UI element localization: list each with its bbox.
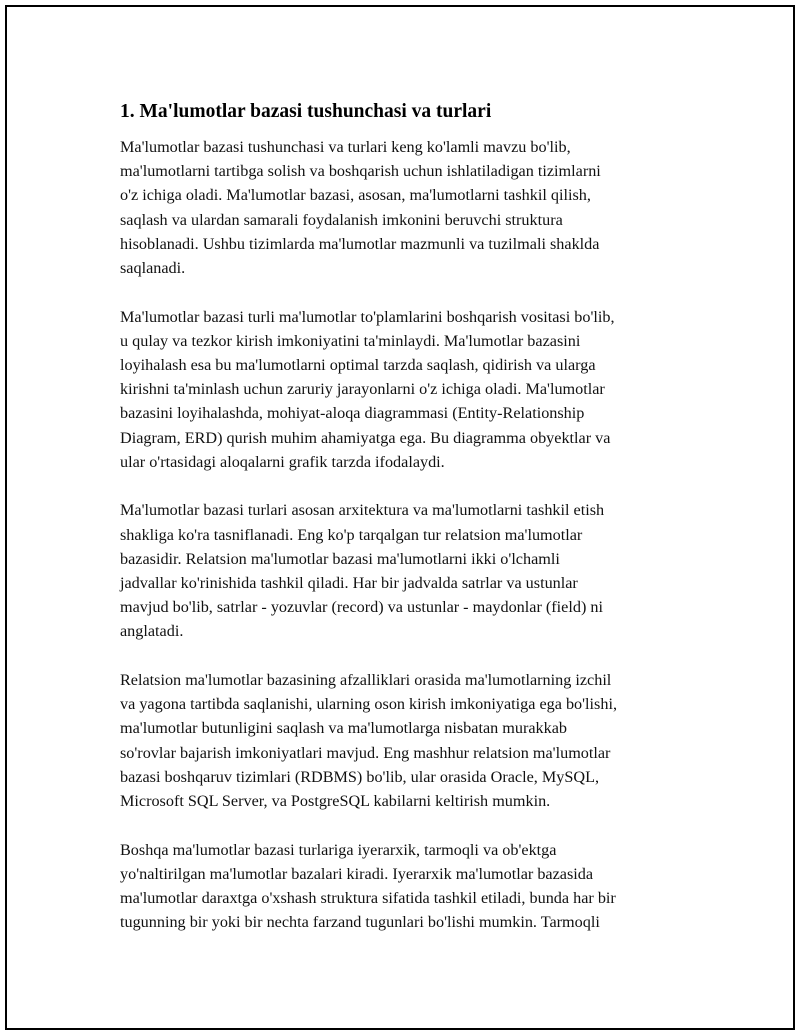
document-page — [5, 5, 795, 1030]
text-line: Diagram, ERD) qurish muhim ahamiyatga ega. Bu diagramma obyektlar va — [120, 428, 611, 447]
text-line: saqlanadi. — [120, 259, 186, 278]
text-line: hisoblanadi. Ushbu tizimlarda ma'lumotlar mazmunli va tuzilmali shaklda — [120, 234, 600, 253]
text-line: yo'naltirilgan ma'lumotlar bazalari kiradi. Iyerarxik ma'lumotlar bazasida — [120, 864, 594, 883]
text-line: u qulay va tezkor kirish imkoniyatini ta'minlaydi. Ma'lumotlar bazasini — [120, 331, 581, 350]
paragraph-4 — [120, 668, 710, 813]
text-line: anglatadi. — [120, 622, 184, 641]
document-body — [120, 98, 710, 959]
text-line: Boshqa ma'lumotlar bazasi turlariga iyerarxik, tarmoqli va ob'ektga — [120, 840, 557, 859]
text-line: loyihalash esa bu ma'lumotlarni optimal tarzda saqlash, qidirish va ularga — [120, 356, 596, 375]
paragraph-5 — [120, 838, 710, 935]
text-line: Ma'lumotlar bazasi tushunchasi va turlari keng ko'lamli mavzu bo'lib, — [120, 138, 571, 156]
paragraph-2 — [120, 305, 710, 474]
text-line: bazasidir. Relatsion ma'lumotlar bazasi ma'lumotlarni ikki o'lchamli — [120, 549, 560, 568]
text-line: kirishni ta'minlash uchun zaruriy jarayonlarni o'z ichiga oladi. Ma'lumotlar — [120, 380, 605, 399]
text-line: bazasini loyihalashda, mohiyat-aloqa diagrammasi (Entity-Relationship — [120, 404, 585, 423]
text-line: Ma'lumotlar bazasi turli ma'lumotlar to'plamlarini boshqarish vositasi bo'lib, — [120, 307, 615, 326]
text-line: ular o'rtasidagi aloqalarni grafik tarzda ifodalaydi. — [120, 452, 445, 471]
text-line: tugunning bir yoki bir nechta farzand tugunlari bo'lishi mumkin. Tarmoqli — [120, 913, 600, 932]
text-line: bazasi boshqaruv tizimlari (RDBMS) bo'lib, ular orasida Oracle, MySQL, — [120, 767, 600, 786]
paragraph-3 — [120, 498, 710, 643]
text-line: ma'lumotlar daraxtga o'xshash struktura sifatida tashkil etiladi, bunda har bir — [120, 889, 616, 908]
text-line: va yagona tartibda saqlanishi, ularning oson kirish imkoniyatiga ega bo'lishi, — [120, 695, 617, 714]
text-line: o'z ichiga oladi. Ma'lumotlar bazasi, asosan, ma'lumotlarni tashkil qilish, — [120, 186, 591, 205]
text-line: mavjud bo'lib, satrlar - yozuvlar (record) va ustunlar - maydonlar (field) ni — [120, 598, 603, 617]
text-line: saqlash va ulardan samarali foydalanish imkonini beruvchi struktura — [120, 210, 563, 229]
paragraph-1 — [120, 135, 710, 280]
text-line: shakliga ko'ra tasniflanadi. Eng ko'p tarqalgan tur relatsion ma'lumotlar — [120, 525, 583, 544]
text-line: Ma'lumotlar bazasi turlari asosan arxitektura va ma'lumotlarni tashkil etish — [120, 501, 605, 520]
text-line: ma'lumotlar butunligini saqlash va ma'lumotlarga nisbatan murakkab — [120, 719, 567, 738]
text-line: Microsoft SQL Server, va PostgreSQL kabilarni keltirish mumkin. — [120, 792, 551, 811]
section-heading: 1. Ma'lumotlar bazasi tushunchasi va turlari — [120, 101, 492, 122]
text-line: Relatsion ma'lumotlar bazasining afzalliklari orasida ma'lumotlarning izchil — [120, 671, 612, 690]
text-line: so'rovlar bajarish imkoniyatlari mavjud. Eng mashhur relatsion ma'lumotlar — [120, 743, 611, 762]
text-line: ma'lumotlarni tartibga solish va boshqarish uchun ishlatiladigan tizimlarni — [120, 162, 601, 181]
text-line: jadvallar ko'rinishida tashkil qiladi. Har bir jadvalda satrlar va ustunlar — [120, 574, 578, 593]
